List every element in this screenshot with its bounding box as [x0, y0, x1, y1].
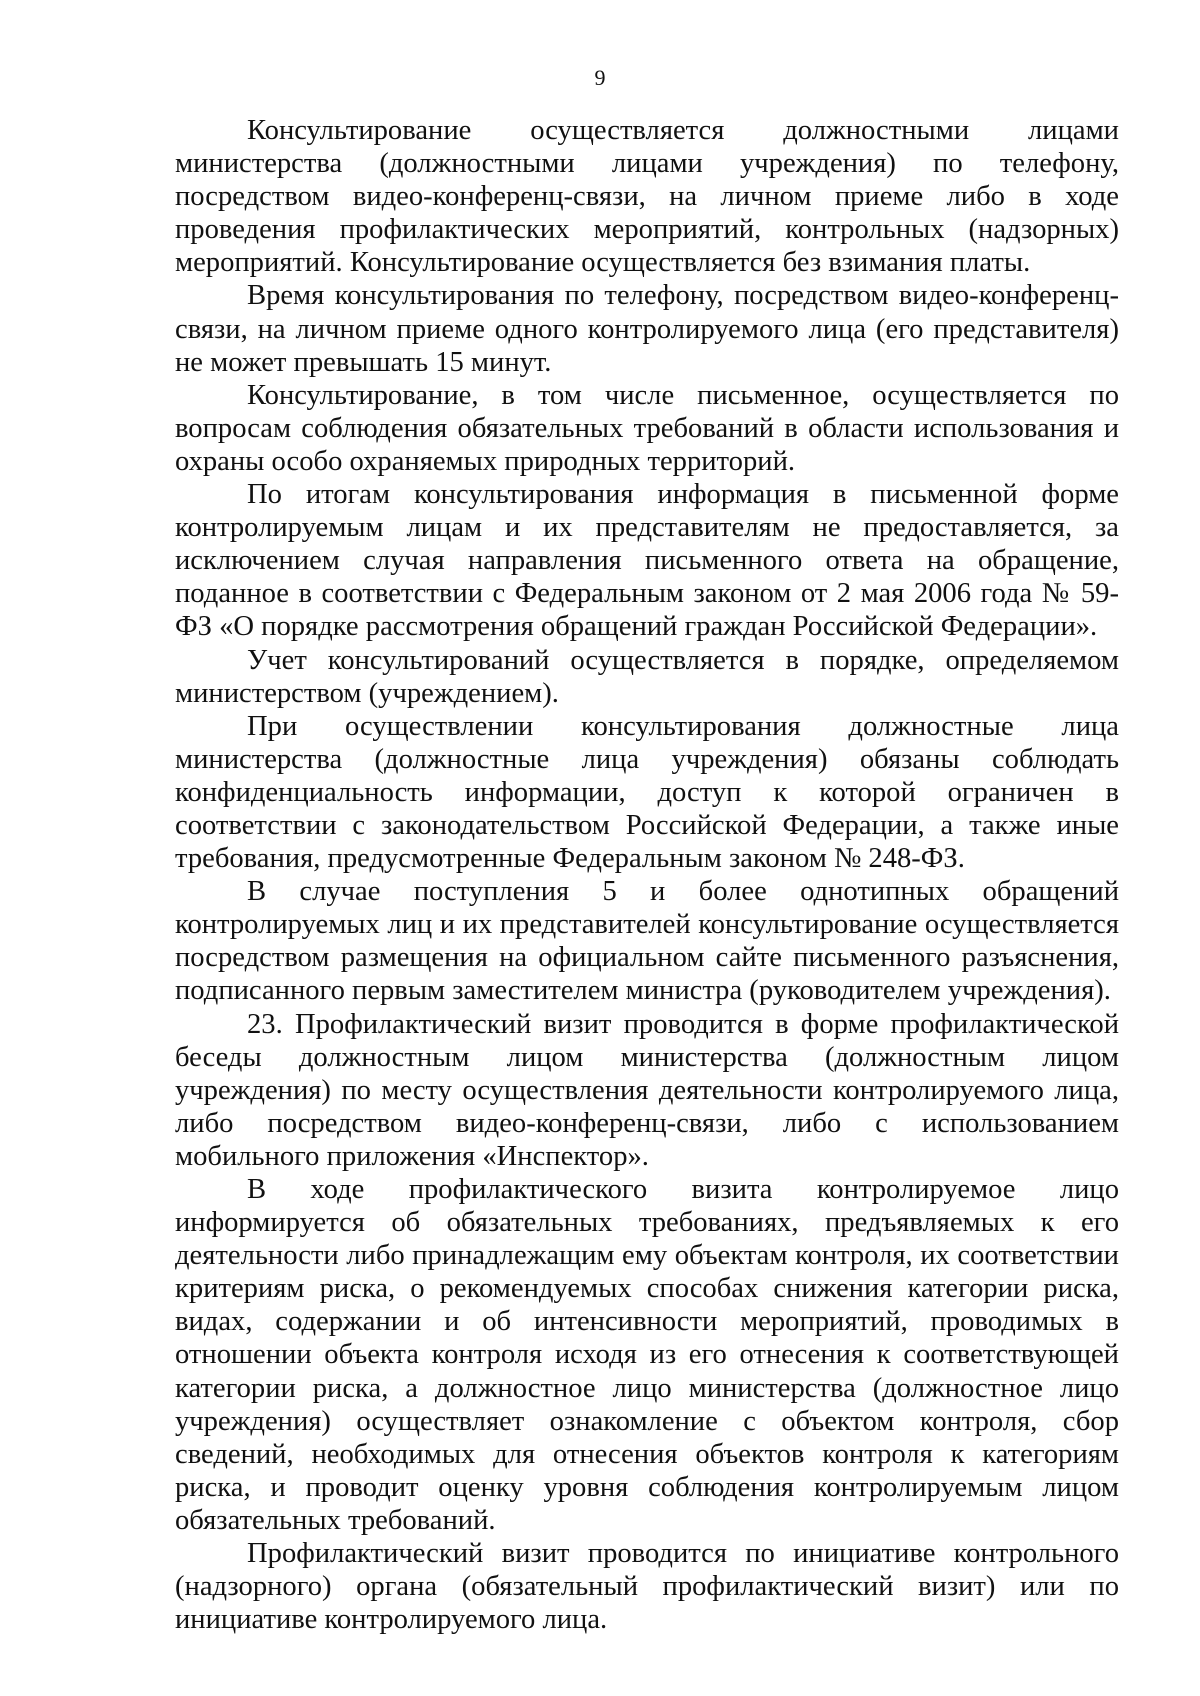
paragraph-consulting-records: Учет консультирований осуществляется в порядке, определяемом министерством (учреждением). [175, 644, 1119, 709]
page-number: 9 [594, 65, 606, 90]
document-body [175, 114, 1119, 1636]
paragraph-consulting-duration: Время консультирования по телефону, посредством видео-конференц-связи, на личном приеме одного контролируемого лица (его представителя) не может превышать 15 минут. [175, 280, 1119, 378]
paragraph-similar-requests: В случае поступления 5 и более однотипных обращений контролируемых лиц и их представителей консультирование осуществляется посредством размещения на официальном сайте письменного разъяснения, подписанного первым заместителем министра (руководителем учреждения). [175, 876, 1119, 1007]
paragraph-consulting-results: По итогам консультирования информация в письменной форме контролируемым лицам и их представителям не предоставляется, за исключением случая направления письменного ответа на обращение, поданное в соответствии с Федеральным законом от 2 мая 2006 года № 59-ФЗ «О порядке рассмотрения обращений граждан Российской Федерации». [175, 479, 1119, 643]
paragraph-visit-content: В ходе профилактического визита контролируемое лицо информируется об обязательных требованиях, предъявляемых к его деятельности либо принадлежащим ему объектам контроля, их соответствии критериям риска, о рекомендуемых способах снижения категории риска, видах, содержании и об интенсивности мероприятий, проводимых в отношении объекта контроля исходя из его отнесения к соответствующей категории риска, а должностное лицо министерства (должностное лицо учреждения) осуществляет ознакомление с объектом контроля, сбор сведений, необходимых для отнесения объектов контроля к категориям риска, и проводит оценку уровня соблюдения контролируемым лицом обязательных требований. [175, 1174, 1119, 1536]
paragraph-confidentiality: При осуществлении консультирования должностные лица министерства (должностные лица учреждения) обязаны соблюдать конфиденциальность информации, доступ к которой ограничен в соответствии с законодательством Российской Федерации, а также иные требования, предусмотренные Федеральным законом № 248-ФЗ. [175, 710, 1119, 875]
paragraph-consulting-topics: Консультирование, в том числе письменное, осуществляется по вопросам соблюдения обязательных требований в области использования и охраны особо охраняемых природных территорий. [175, 379, 1119, 477]
paragraph-consulting-methods: Консультирование осуществляется должностными лицами министерства (должностными лицами учреждения) по телефону, посредством видео-конференц-связи, на личном приеме либо в ходе проведения профилактических мероприятий, контрольных (надзорных) мероприятий. Консультирование осуществляется без взимания платы. [175, 115, 1119, 279]
paragraph-preventive-visit: 23. Профилактический визит проводится в форме профилактической беседы должностным лицом министерства (должностным лицом учреждения) по месту осуществления деятельности контролируемого лица, либо посредством видео-конференц-связи, либо с использованием мобильного приложения «Инспектор». [175, 1008, 1119, 1172]
paragraph-visit-initiative: Профилактический визит проводится по инициативе контрольного (надзорного) органа (обязательный профилактический визит) или по инициативе контролируемого лица. [175, 1538, 1119, 1636]
